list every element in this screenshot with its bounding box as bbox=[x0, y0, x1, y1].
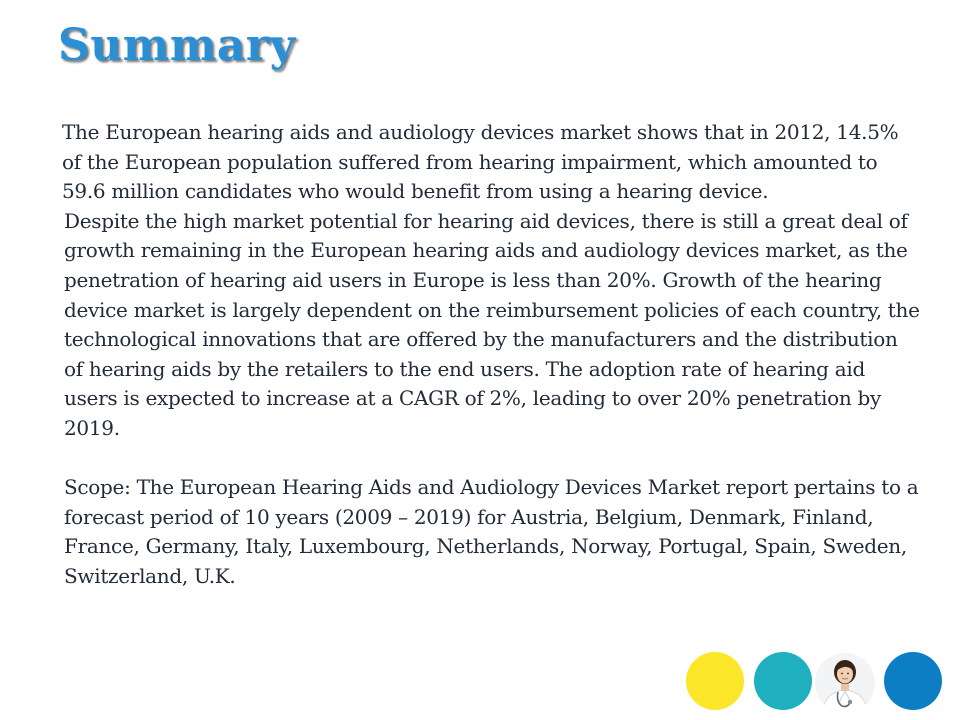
teal-circle-decoration bbox=[754, 652, 812, 710]
summary-paragraph-2: Despite the high market potential for hearing aid devices, there is still a great deal of growth remaining in the European hearing aids and audiology devices market, as the penetration of hearing aid users in Europe is less than 20%. Growth of the hearing device market is largely dependent on the reimbursement policies of each country, the technological innovations that are offered by the manufacturers and the distribution of hearing aids by the retailers to the end users. The adoption rate of hearing aid users is expected to increase at a CAGR of 2%, leading to over 20% penetration by 2019. bbox=[64, 208, 920, 440]
blue-circle-decoration bbox=[884, 652, 942, 710]
yellow-circle-decoration bbox=[686, 652, 744, 710]
paragraph-spacer bbox=[62, 444, 922, 474]
doctor-icon bbox=[814, 652, 876, 714]
summary-body bbox=[62, 118, 922, 592]
scope-paragraph: Scope: The European Hearing Aids and Audiology Devices Market report pertains to a forecast period of 10 years (2009 – 2019) for Austria, Belgium, Denmark, Finland, France, Germany, Italy, Luxembourg, Netherlands, Norway, Portugal, Spain, Sweden, Switzerland, U.K. bbox=[64, 475, 919, 588]
page-title: Summary bbox=[58, 20, 296, 71]
summary-paragraph-1: The European hearing aids and audiology devices market shows that in 2012, 14.5% of the European population suffered from hearing impairment, which amounted to 59.6 million candidates who would benefit from using a hearing device. bbox=[62, 120, 899, 204]
